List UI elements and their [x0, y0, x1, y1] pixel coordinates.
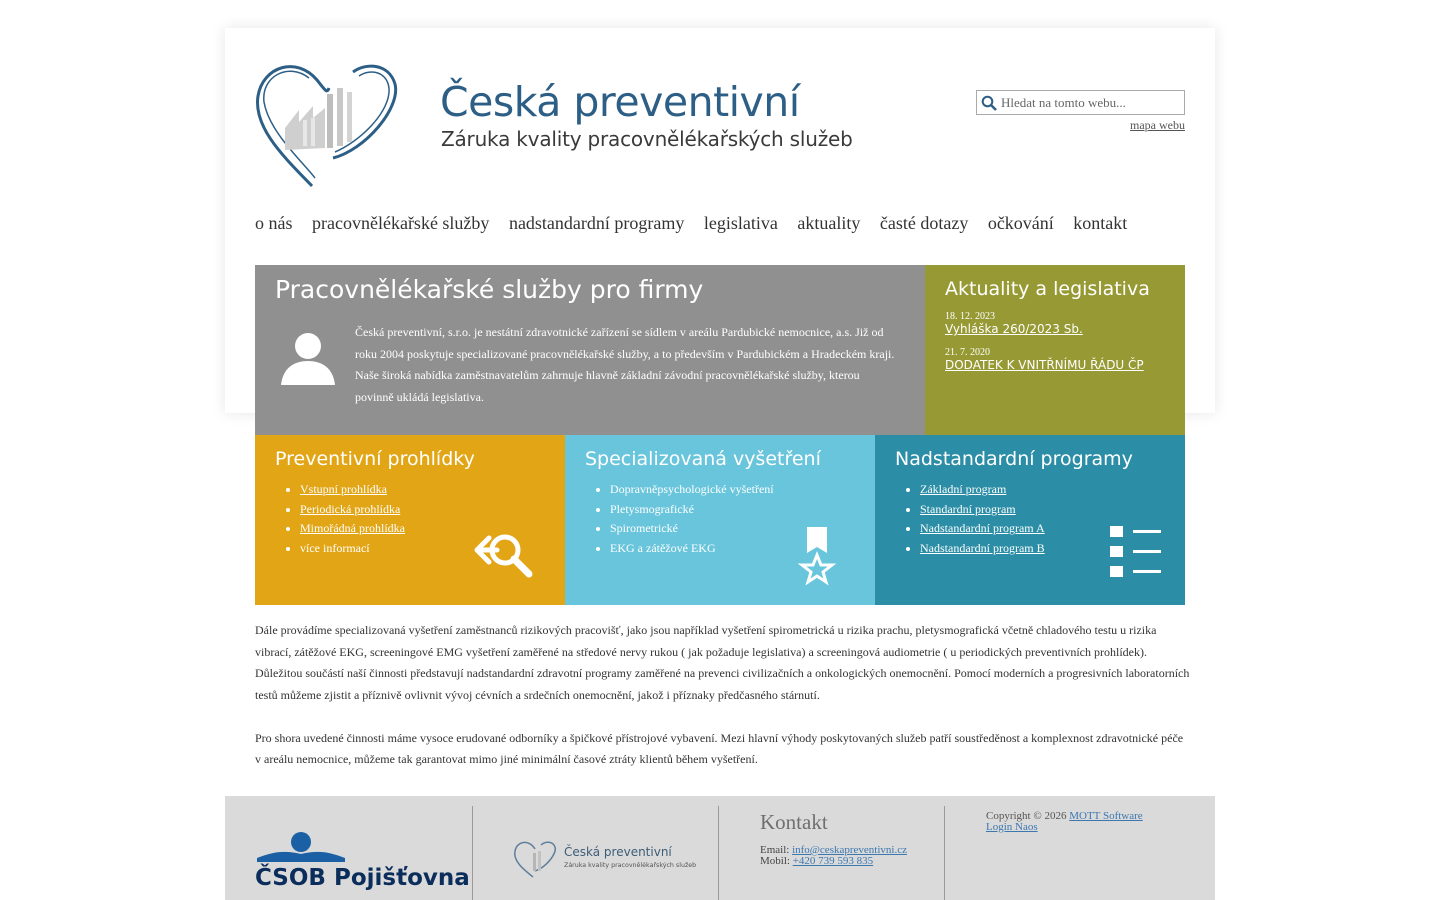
- news-date: 21. 7. 2020: [945, 347, 990, 358]
- list-item: [300, 500, 405, 520]
- footer-contact: [760, 810, 907, 867]
- email-label: Email:: [760, 844, 790, 856]
- hero-text: Česká preventivní, s.r.o. je nestátní zdravotnické zařízení se sídlem v areálu Pardubické nemocnice, a.s. Již od roku 2004 poskytuje specializované pracovnělékařské služby, a to především v Pardubickém a Hradeckém kraji. Naše široká nabídka zaměstnavatelům zahrnuje hlavně základní závodní pracovnělékařské služby, kterou povinně ukládá legislativa.: [355, 325, 895, 404]
- special-exams-list: [610, 480, 774, 558]
- list-item: [300, 480, 405, 500]
- mobile-row: [760, 856, 907, 867]
- brand-subtitle: Záruka kvality pracovnělékařských služeb: [441, 127, 853, 151]
- nav-item-legislativa[interactable]: legislativa: [703, 213, 778, 233]
- premium-programs-list: [920, 480, 1045, 558]
- news-panel: [925, 265, 1185, 435]
- search-box: [976, 90, 1185, 115]
- preventive-exams-panel: [255, 435, 565, 605]
- nav-item-pracovnelekarske-sluzby[interactable]: pracovnělékařské služby: [312, 213, 490, 233]
- heart-factory-logo[interactable]: [255, 58, 401, 188]
- footer: [225, 796, 1215, 900]
- list-item: [300, 519, 405, 539]
- nav-item-caste-dotazy[interactable]: časté dotazy: [879, 213, 969, 233]
- entry-exam-link[interactable]: Vstupní prohlídka: [300, 482, 387, 496]
- premium-program-a-link[interactable]: Nadstandardní program A: [920, 521, 1045, 535]
- news-title: Aktuality a legislativa: [945, 278, 1150, 300]
- premium-program-b-link[interactable]: Nadstandardní program B: [920, 540, 1045, 555]
- list-item: • Dopravněpsychologické vyšetření: [610, 480, 774, 500]
- news-date: 18. 12. 2023: [945, 311, 995, 322]
- nav-item-nadstandardni-programy[interactable]: nadstandardní programy: [508, 213, 685, 233]
- premium-programs-panel: [875, 435, 1185, 605]
- list-item: [920, 480, 1045, 500]
- list-item: • Pletysmografické: [610, 500, 774, 520]
- preventive-exams-title[interactable]: Preventivní prohlídky: [275, 448, 475, 470]
- email-link[interactable]: info@ceskapreventivni.cz: [792, 844, 907, 856]
- contact-title: Kontakt: [760, 810, 828, 834]
- list-icon: [1109, 525, 1163, 579]
- mobile-label: Mobil:: [760, 855, 790, 867]
- search-icon[interactable]: [977, 91, 1001, 114]
- search-input[interactable]: [1001, 92, 1181, 114]
- special-exams-panel: [565, 435, 875, 605]
- footer-divider: [472, 806, 473, 900]
- brand-title[interactable]: Česká preventivní: [440, 78, 800, 126]
- main-nav: [255, 213, 1147, 234]
- list-item: [920, 539, 1045, 559]
- standard-program-link[interactable]: Standardní program: [920, 501, 1016, 516]
- body-paragraph: Pro shora uvedené činnosti máme vysoce erudované odborníky a špičkové přístrojové vybavení. Mezi hlavní výhody poskytovaných služeb patří soustředěnost a komplexnost zdravotnické péče v areálu nemocnice, můžeme tak garantovat mimo jiné minimální časové ztráty klientů během vyšetření.: [255, 730, 1184, 766]
- footer-brand-title: Česká preventivní: [564, 845, 672, 859]
- footer-divider: [718, 806, 719, 900]
- copyright-text: Copyright © 2026: [986, 810, 1067, 822]
- nav-item-kontakt[interactable]: kontakt: [1073, 213, 1128, 233]
- extraordinary-exam-link[interactable]: Mimořádná prohlídka: [300, 521, 405, 535]
- news-link[interactable]: DODATEK K VNITŘNÍMU ŘÁDU ČP: [945, 358, 1144, 372]
- news-item: [945, 311, 1083, 336]
- nav-item-o-nas[interactable]: o nás: [255, 213, 293, 233]
- nav-item-aktuality[interactable]: aktuality: [797, 213, 861, 233]
- sitemap-link[interactable]: mapa webu: [1130, 118, 1185, 132]
- arrow-magnifier-icon: [475, 531, 535, 581]
- list-item: • Spirometrické: [610, 519, 774, 539]
- premium-programs-title[interactable]: Nadstandardní programy: [895, 448, 1133, 470]
- news-item: [945, 347, 1144, 372]
- nav-item-ockovani[interactable]: očkování: [987, 213, 1054, 233]
- list-item: [920, 500, 1045, 520]
- ceska-preventivni-footer-logo[interactable]: [513, 839, 697, 879]
- mobile-link[interactable]: +420 739 593 835: [792, 855, 874, 867]
- list-item: • EKG a zátěžové EKG: [610, 539, 774, 559]
- list-item[interactable]: • více informací: [300, 539, 405, 559]
- award-ribbon-icon: [799, 525, 839, 583]
- hero-panel: [255, 265, 925, 435]
- footer-copyright: [986, 811, 1143, 833]
- basic-program-link[interactable]: Základní program: [920, 482, 1007, 496]
- preventive-exams-list: [300, 480, 405, 558]
- list-item: [920, 519, 1045, 539]
- news-link[interactable]: Vyhláška 260/2023 Sb.: [945, 322, 1083, 336]
- footer-divider: [944, 806, 945, 900]
- body-text: [255, 620, 1190, 771]
- person-icon: [279, 329, 337, 387]
- hero-title: Pracovnělékařské služby pro firmy: [275, 275, 704, 304]
- vendor-link[interactable]: MOTT Software: [1069, 810, 1143, 822]
- special-exams-title[interactable]: Specializovaná vyšetření: [585, 448, 821, 470]
- login-link[interactable]: Login Naos: [986, 821, 1038, 833]
- csob-pojistovna-logo[interactable]: [255, 830, 470, 891]
- partner-name: ČSOB Pojišťovna: [255, 865, 470, 891]
- periodic-exam-link[interactable]: Periodická prohlídka: [300, 501, 401, 516]
- body-paragraph: Dále provádíme specializovaná vyšetření zaměstnanců rizikových pracovišť, jako jsou například vyšetření spirometrická u rizika prachu, pletysmografická včetně chladového testu u rizika vibrací, zátěžové EKG, screeningové EMG vyšetření zaměřené na středové nervy rukou ( jak požaduje legislativa) a screeningová audiometrie ( u periodických preventivních prohlídek). Důležitou součástí naší činnosti představují nadstandardní zdravotní programy zaměřené na prevenci civilizačních a onkologických onemocnění. Pomocí moderních a progresivních laboratorních testů můžeme zjistit a příznivě ovlivnit vývoj cévních a srdečních onemocnění, jakož i příznaky předčasného stárnutí.: [255, 623, 1190, 702]
- footer-brand-subtitle: Záruka kvality pracovnělékařských služeb: [564, 862, 697, 869]
